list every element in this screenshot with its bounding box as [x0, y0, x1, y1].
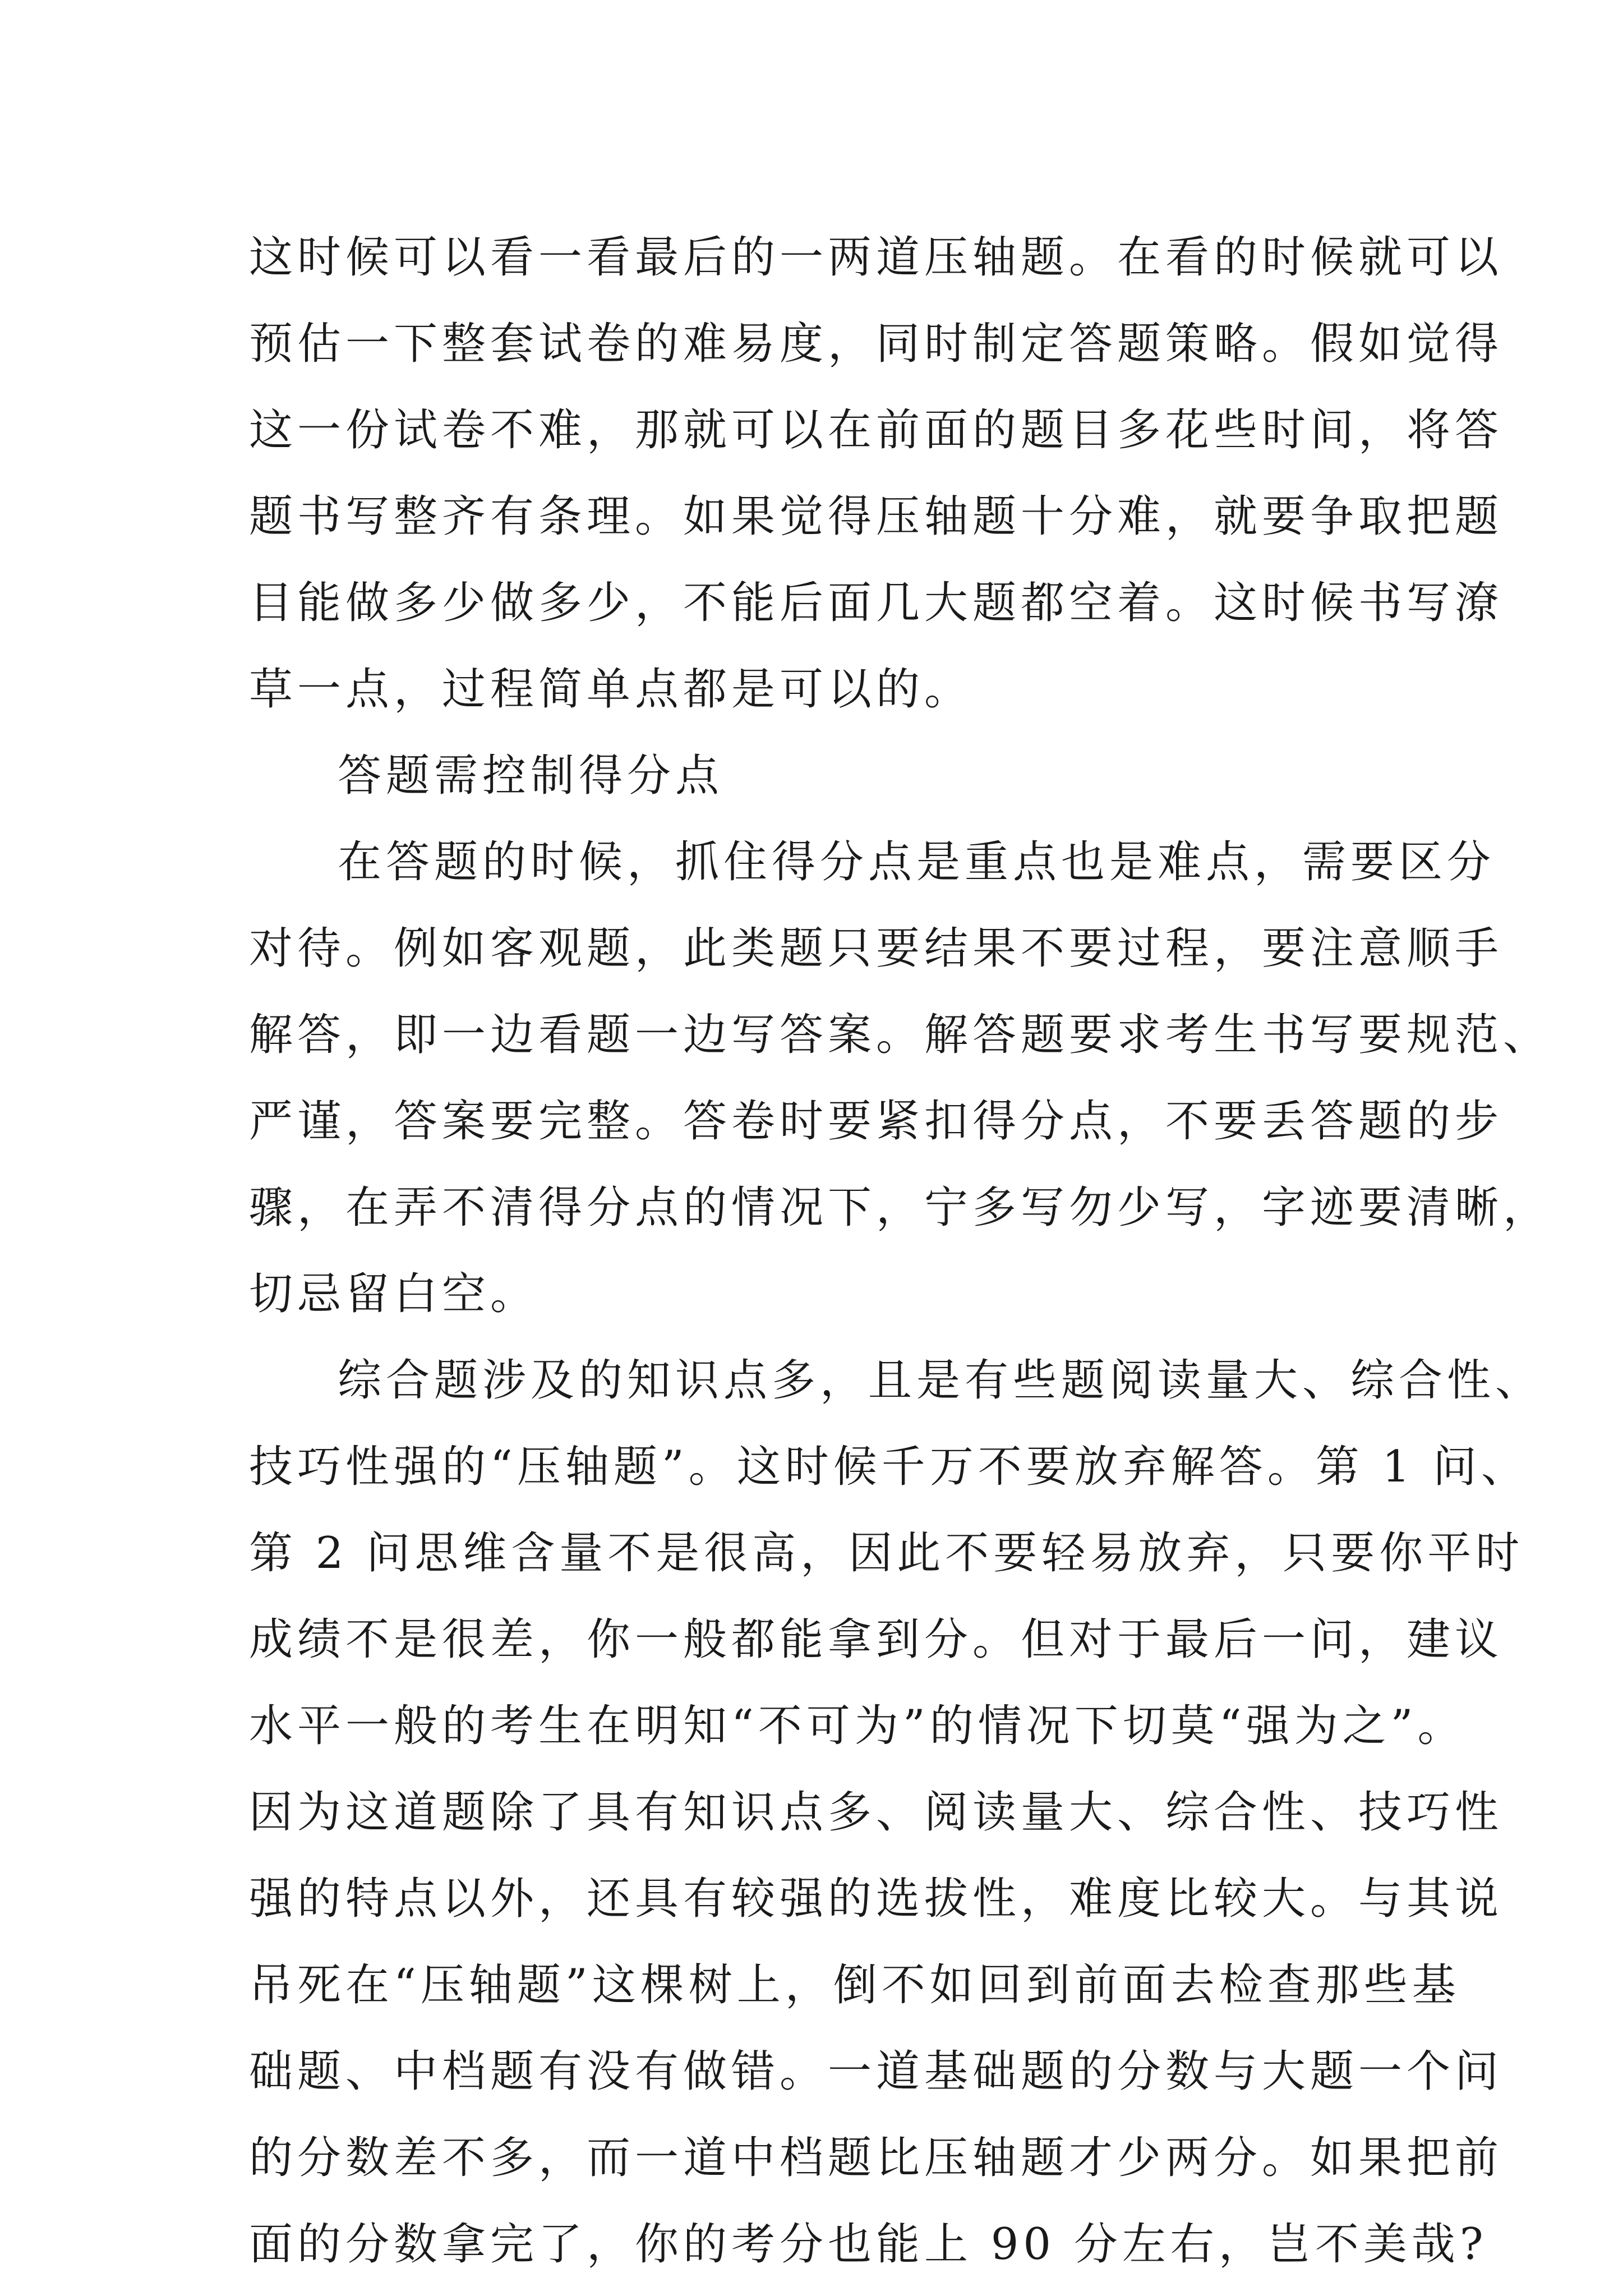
text-line: 的分数差不多，而一道中档题比压轴题才少两分。如果把前	[249, 2133, 1504, 2183]
text-line: 切忌留白空。	[249, 1269, 539, 1319]
text-line: 水平一般的考生在明知“不可为”的情况下切莫“强为之”。	[249, 1701, 1466, 1751]
section-heading: 答题需控制得分点	[338, 751, 724, 801]
paragraph-first-line: 综合题涉及的知识点多，且是有些题阅读量大、综合性、	[338, 1355, 1544, 1406]
text-line: 因为这道题除了具有知识点多、阅读量大、综合性、技巧性	[249, 1787, 1504, 1838]
text-line: 严谨，答案要完整。答卷时要紧扣得分点，不要丢答题的步	[249, 1096, 1504, 1147]
paragraph-first-line: 在答题的时候，抓住得分点是重点也是难点，需要区分	[338, 837, 1496, 887]
text-line: 题书写整齐有条理。如果觉得压轴题十分难，就要争取把题	[249, 491, 1504, 542]
text-line: 吊死在“压轴题”这棵树上，倒不如回到前面去检查那些基	[249, 1960, 1460, 2010]
text-line: 第 2 问思维含量不是很高，因此不要轻易放弃，只要你平时	[249, 1528, 1524, 1579]
body-text	[249, 214, 1552, 2288]
text-line: 技巧性强的“压轴题”。这时候千万不要放弃解答。第 1 问、	[249, 1442, 1529, 1492]
text-line: 草一点，过程简单点都是可以的。	[249, 664, 973, 715]
text-line: 对待。例如客观题，此类题只要结果不要过程，要注意顺手	[249, 923, 1504, 974]
text-line: 这时候可以看一看最后的一两道压轴题。在看的时候就可以	[249, 232, 1504, 283]
text-line: 骤，在弄不清得分点的情况下，宁多写勿少写，字迹要清晰，	[249, 1182, 1552, 1233]
text-line: 础题、中档题有没有做错。一道基础题的分数与大题一个问	[249, 2046, 1504, 2097]
text-line: 解答，即一边看题一边写答案。解答题要求考生书写要规范、	[249, 1010, 1552, 1060]
text-line: 强的特点以外，还具有较强的选拔性，难度比较大。与其说	[249, 1874, 1504, 1924]
text-line: 目能做多少做多少，不能后面几大题都空着。这时候书写潦	[249, 578, 1504, 628]
text-line: 面的分数拿完了，你的考分也能上 90 分左右，岂不美哉?	[249, 2219, 1488, 2270]
text-line: 成绩不是很差，你一般都能拿到分。但对于最后一问，建议	[249, 1614, 1504, 1665]
text-line: 这一份试卷不难，那就可以在前面的题目多花些时间，将答	[249, 405, 1504, 455]
text-line: 预估一下整套试卷的难易度，同时制定答题策略。假如觉得	[249, 319, 1504, 369]
